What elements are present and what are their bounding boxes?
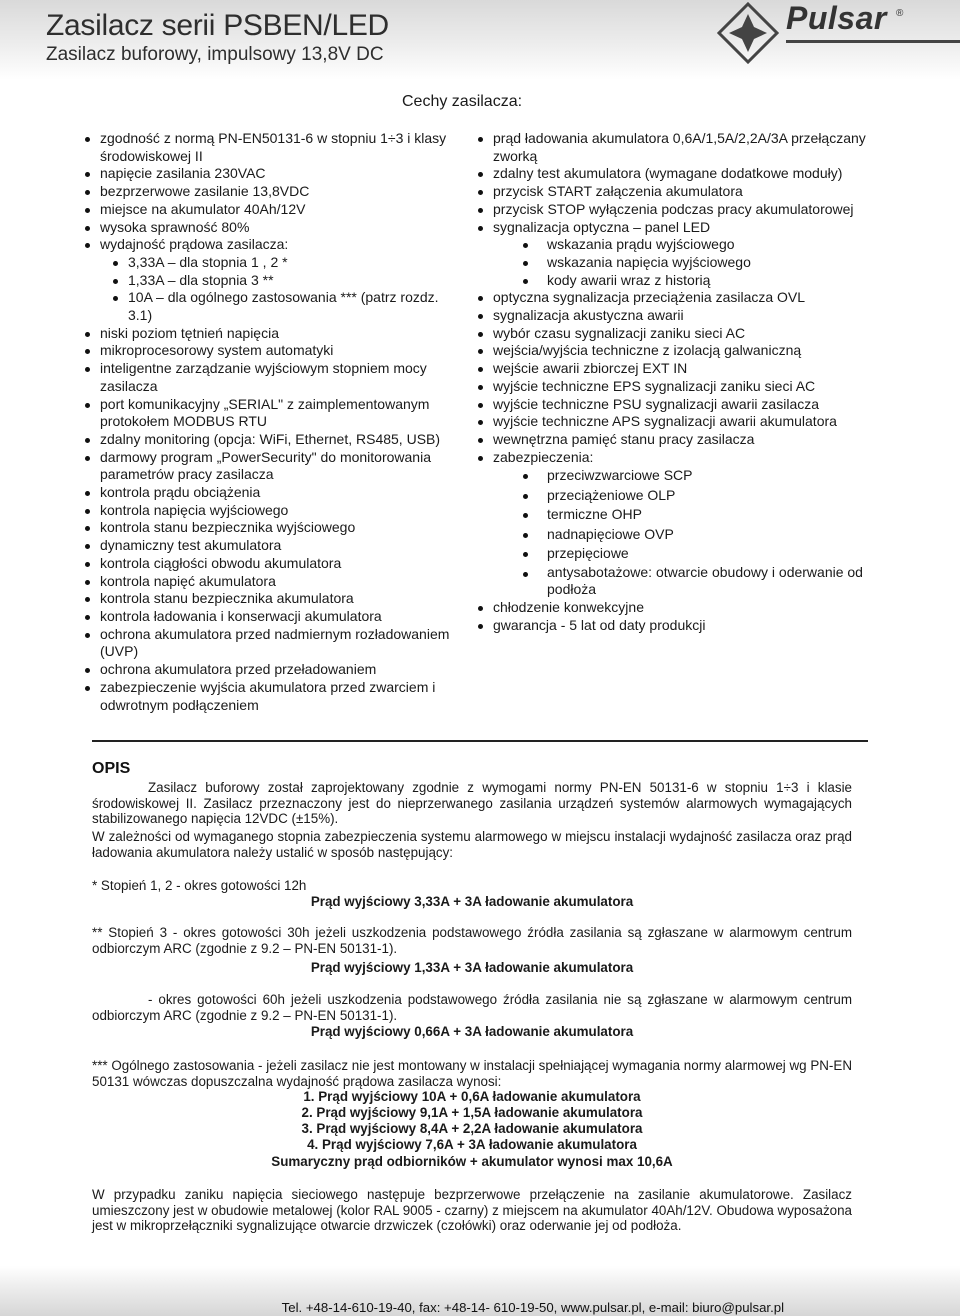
feature-item: bezprzerwowe zasilanie 13,8VDC [82, 183, 462, 201]
feature-item: wejścia/wyjścia techniczne z izolacją galwaniczną [475, 342, 905, 360]
feature-item: kontrola napięć akumulatora [82, 573, 462, 591]
feature-subitem: antysabotażowe: otwarcie obudowy i oderwanie od podłoża [501, 564, 905, 599]
opis-heading: OPIS [92, 760, 131, 777]
opis-paragraph-3: W przypadku zaniku napięcia sieciowego następuje bezprzerwowe przełączenie na zasilanie akumulatorowe. Zasilacz umieszczony jest w obudowie metalowej (kolor RAL 9005 - czarny) z miejscem na akumulator 40Ah/12V. Obudowa wyposażona jest w mikroprzełączniki sygnalizujące otwarcie drzwiczek (czołówki) oraz oderwanie jej od podłoża. [92, 1187, 852, 1234]
page-header [0, 0, 960, 80]
grade-3-60h-output: Prąd wyjściowy 0,66A + 3A ładowanie akumulatora [310, 1024, 634, 1039]
feature-item: dynamiczny test akumulatora [82, 537, 462, 555]
feature-item: mikroprocesorowy system automatyki [82, 342, 462, 360]
feature-item: optyczna sygnalizacja przeciążenia zasilacza OVL [475, 289, 905, 307]
feature-item: kontrola stanu bezpiecznika wyjściowego [82, 519, 462, 537]
feature-item: zgodność z normą PN-EN50131-6 w stopniu 1÷3 i klasy środowiskowej II [82, 130, 462, 165]
feature-item: przycisk START załączenia akumulatora [475, 183, 905, 201]
feature-item: chłodzenie konwekcyjne [475, 599, 905, 617]
feature-item: wyjście techniczne EPS sygnalizacji zaniku sieci AC [475, 378, 905, 396]
feature-item: zabezpieczenie wyjścia akumulatora przed zwarciem i odwrotnym podłączeniem [82, 679, 462, 714]
general-use-text: *** Ogólnego zastosowania - jeżeli zasilacz nie jest montowany w instalacji spełniającej wymagania normy alarmowej wg PN-EN 50131 wówczas dopuszczalna wydajność prądowa zasilacza wynosi: [92, 1058, 852, 1089]
brand-logo-text: Pulsar [786, 0, 887, 36]
page-subtitle: Zasilacz buforowy, impulsowy 13,8V DC [46, 44, 384, 65]
feature-subitem: kody awarii wraz z historią [501, 272, 905, 290]
feature-item: sygnalizacja optyczna – panel LED [475, 219, 905, 237]
general-use-option: 4. Prąd wyjściowy 7,6A + 3A ładowanie akumulatora [307, 1137, 637, 1152]
feature-item: darmowy program „PowerSecurity" do monitorowania parametrów pracy zasilacza [82, 449, 462, 484]
brand-registered-mark: ® [896, 8, 904, 19]
features-title: Cechy zasilacza: [402, 93, 523, 110]
feature-item: kontrola ciągłości obwodu akumulatora [82, 555, 462, 573]
feature-subitem: termiczne OHP [501, 505, 905, 525]
feature-subitem: wskazania napięcia wyjściowego [501, 254, 905, 272]
features-left-column [82, 130, 462, 714]
grade-3-60h-text: - okres gotowości 60h jeżeli uszkodzenia podstawowego źródła zasilania nie są zgłaszane w alarmowym centrum odbiorczym ARC (zgodnie z 9.2 – PN-EN 50131-1). [92, 992, 852, 1023]
feature-subitem: przeciwzwarciowe SCP [501, 466, 905, 486]
page-title: Zasilacz serii PSBEN/LED [46, 9, 389, 42]
page-footer [0, 1266, 960, 1316]
feature-item: wyjście techniczne PSU sygnalizacji awarii zasilacza [475, 396, 905, 414]
feature-item: wysoka sprawność 80% [82, 219, 462, 237]
general-use-option: 3. Prąd wyjściowy 8,4A + 2,2A ładowanie akumulatora [301, 1121, 643, 1136]
feature-item: kontrola ładowania i konserwacji akumulatora [82, 608, 462, 626]
feature-item: niski poziom tętnień napięcia [82, 325, 462, 343]
general-use-summary: Sumaryczny prąd odbiorników + akumulator wynosi max 10,6A [271, 1154, 673, 1169]
feature-item: zabezpieczenia: [475, 449, 905, 467]
footer-contact: Tel. +48-14-610-19-40, fax: +48-14- 610-19-50, www.pulsar.pl, e-mail: biuro@pulsar.pl [281, 1300, 784, 1315]
feature-item: kontrola prądu obciążenia [82, 484, 462, 502]
feature-item: przycisk STOP wyłączenia podczas pracy akumulatorowej [475, 201, 905, 219]
feature-item: ochrona akumulatora przed nadmiernym rozładowaniem (UVP) [82, 626, 462, 661]
feature-subitem: 3,33A – dla stopnia 1 , 2 * [110, 254, 462, 272]
feature-item: napięcie zasilania 230VAC [82, 165, 462, 183]
feature-item: miejsce na akumulator 40Ah/12V [82, 201, 462, 219]
feature-item: zdalny test akumulatora (wymagane dodatkowe moduły) [475, 165, 905, 183]
grade-3-output: Prąd wyjściowy 1,33A + 3A ładowanie akumulatora [310, 960, 634, 975]
features-right-column [475, 130, 905, 634]
feature-item: sygnalizacja akustyczna awarii [475, 307, 905, 325]
feature-subitem: nadnapięciowe OVP [501, 525, 905, 545]
feature-item: inteligentne zarządzanie wyjściowym stopniem mocy zasilacza [82, 360, 462, 395]
feature-subitem: wskazania prądu wyjściowego [501, 236, 905, 254]
feature-item: prąd ładowania akumulatora 0,6A/1,5A/2,2A/3A przełączany zworką [475, 130, 905, 165]
feature-item: ochrona akumulatora przed przeładowaniem [82, 661, 462, 679]
general-use-option: 2. Prąd wyjściowy 9,1A + 1,5A ładowanie akumulatora [301, 1105, 643, 1120]
feature-item: kontrola stanu bezpiecznika akumulatora [82, 590, 462, 608]
feature-item: wejście awarii zbiorczej EXT IN [475, 360, 905, 378]
feature-item: kontrola napięcia wyjściowego [82, 502, 462, 520]
feature-item: wybór czasu sygnalizacji zaniku sieci AC [475, 325, 905, 343]
logo-underline [786, 40, 960, 43]
feature-subitem: 1,33A – dla stopnia 3 ** [110, 272, 462, 290]
general-use-option: 1. Prąd wyjściowy 10A + 0,6A ładowanie akumulatora [303, 1089, 641, 1104]
feature-item: port komunikacyjny „SERIAL" z zaimplementowanym protokołem MODBUS RTU [82, 396, 462, 431]
feature-item: wydajność prądowa zasilacza: [82, 236, 462, 254]
feature-subitem: przeciążeniowe OLP [501, 486, 905, 506]
feature-item: zdalny monitoring (opcja: WiFi, Ethernet, RS485, USB) [82, 431, 462, 449]
feature-item: wewnętrzna pamięć stanu pracy zasilacza [475, 431, 905, 449]
pulsar-logo-icon [717, 2, 779, 64]
feature-item: gwarancja - 5 lat od daty produkcji [475, 617, 905, 635]
grade-1-output: Prąd wyjściowy 3,33A + 3A ładowanie akumulatora [310, 894, 634, 909]
feature-subitem: przepięciowe [501, 544, 905, 564]
feature-item: wyjście techniczne APS sygnalizacji awarii akumulatora [475, 413, 905, 431]
opis-paragraph-2: W zależności od wymaganego stopnia zabezpieczenia systemu alarmowego w miejscu instalacji wydajność zasilacza oraz prąd ładowania akumulatora należy ustalić w sposób następujący: [92, 829, 852, 860]
feature-subitem: 10A – dla ogólnego zastosowania *** (patrz rozdz. 3.1) [110, 289, 462, 324]
grade-1-text: * Stopień 1, 2 - okres gotowości 12h [92, 878, 307, 893]
section-divider [92, 740, 868, 742]
grade-3-text: ** Stopień 3 - okres gotowości 30h jeżeli uszkodzenia podstawowego źródła zasilania są zgłaszane w alarmowym centrum odbiorczym ARC (zgodnie z 9.2 – PN-EN 50131-1). [92, 925, 852, 956]
opis-paragraph-1: Zasilacz buforowy został zaprojektowany zgodnie z wymogami normy PN-EN 50131-6 w stopniu 1÷3 i klasie środowiskowej II. Zasilacz przeznaczony jest do nieprzerwanego zasilania urządzeń systemów alarmowych wymagających stabilizowanego napięcia 12VDC (±15%). [92, 780, 852, 827]
